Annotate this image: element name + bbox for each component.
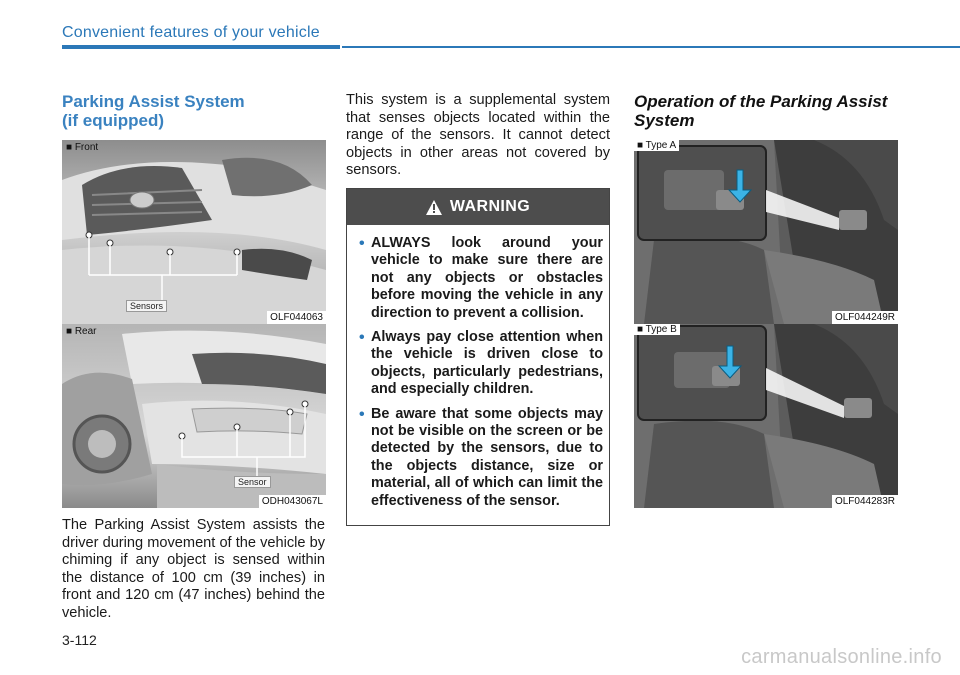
figure-code: ODH043067L xyxy=(259,495,326,508)
warning-box xyxy=(346,188,610,526)
warning-header xyxy=(347,189,609,225)
front-bumper-illustration xyxy=(62,140,326,324)
header-rule xyxy=(62,45,340,49)
watermark: carmanualsonline.info xyxy=(741,646,942,668)
warning-item: • Be aware that some objects may not be visible on the screen or be detected by the sensors, due to the objects distance, size or material, all of which can limit the effectiveness of the sensor. xyxy=(371,406,603,510)
figure-type-a xyxy=(634,140,898,324)
figure-label: ■ Type A xyxy=(634,140,679,151)
figure-rear-bumper xyxy=(62,324,326,508)
section-title xyxy=(62,92,302,130)
sensor-callout: Sensor xyxy=(234,476,271,488)
header-title: Convenient features of your vehicle xyxy=(62,24,320,41)
operation-title-line2: System xyxy=(634,111,695,130)
supplemental-system-text: This system is a supplemental system that senses objects located within the range of the sensors. It cannot detect objects in other areas not covered by sensors. xyxy=(346,92,610,179)
figure-label: ■ Front xyxy=(66,142,99,153)
page-number: 3-112 xyxy=(62,632,97,648)
figure-code: OLF044249R xyxy=(832,311,898,324)
rear-bumper-illustration xyxy=(62,324,326,508)
warning-item: • Always pay close attention when the vehicle is driven close to objects, particularly pedestrians, and especially children. xyxy=(371,329,603,399)
operation-title xyxy=(634,92,904,130)
parking-assist-description: The Parking Assist System assists the driver during movement of the vehicle by chiming if any object is sensed within the distance of 100 cm (39 inches) in front and 120 cm (47 inches) behind the vehicle. xyxy=(62,517,325,621)
section-title-line2: (if equipped) xyxy=(62,111,164,130)
warning-title: WARNING xyxy=(449,198,531,215)
figure-type-b xyxy=(634,324,898,508)
figure-code: OLF044283R xyxy=(832,495,898,508)
sensors-callout: Sensors xyxy=(126,300,167,312)
warning-list xyxy=(347,225,609,510)
figure-label: ■ Rear xyxy=(66,326,97,337)
section-title-line1: Parking Assist System xyxy=(62,92,245,111)
warning-triangle-icon xyxy=(426,200,442,215)
console-switch-illustration-b xyxy=(634,324,898,508)
figure-code: OLF044063 xyxy=(267,311,326,324)
warning-item: • ALWAYS look around your vehicle to make sure there are not any objects or obstacles before moving the vehicle in any direction to prevent a collision. xyxy=(371,235,603,322)
figure-label: ■ Type B xyxy=(634,324,680,335)
header-rule-thin xyxy=(342,46,960,48)
operation-title-line1: Operation of the Parking Assist xyxy=(634,92,888,111)
figure-front-bumper xyxy=(62,140,326,324)
console-switch-illustration-a xyxy=(634,140,898,324)
